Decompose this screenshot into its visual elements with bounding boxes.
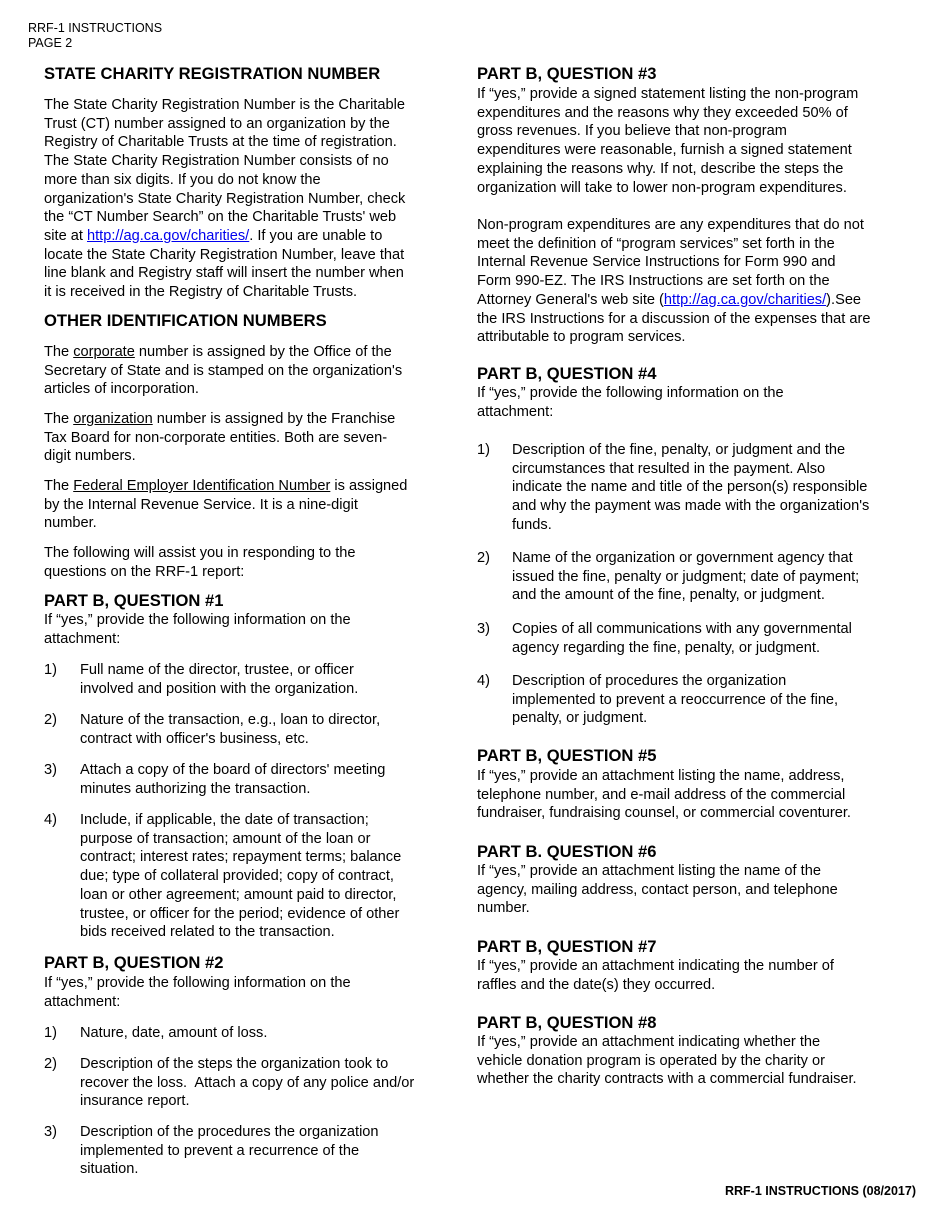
list-item: [44, 661, 358, 698]
text-line: issued the fine, penalty or judgment; date of payment;: [512, 568, 860, 585]
text-line: implemented to prevent a recurrence of the: [80, 1142, 360, 1159]
text-line: attributable to program services.: [477, 329, 686, 346]
list-item: [44, 1055, 414, 1111]
list-number: 2): [477, 550, 490, 566]
text-line: Name of the organization or government agency that: [512, 550, 853, 566]
paragraph: [477, 216, 870, 347]
text-line: explaining the reasons why. If not, describe the steps the: [477, 160, 844, 177]
list-item: [44, 761, 385, 798]
paragraph: [44, 544, 356, 581]
list-item-text: [512, 549, 859, 605]
text-line: loan or other agreement; amount paid to director,: [80, 886, 397, 903]
text-line: involved and position with the organization.: [80, 680, 359, 697]
text-line: vehicle donation program is operated by the charity or: [477, 1052, 826, 1069]
text-line: [44, 343, 402, 362]
text-line: Registry of Charitable Trusts at the time of registration.: [44, 134, 397, 151]
text-line: The State Charity Registration Number is the Charitable: [44, 97, 405, 113]
list-item: [44, 711, 380, 748]
text-line: Nature of the transaction, e.g., loan to director,: [80, 712, 381, 728]
text-line: contract; interest rates; repayment terms; balance: [80, 849, 402, 866]
text-line: Form 990-EZ. The IRS Instructions are set forth on the: [477, 273, 830, 290]
section-heading: PART B, QUESTION #7: [477, 937, 657, 956]
text-line: due; type of collateral provided; copy of contract,: [80, 868, 394, 885]
header-title: RRF-1 INSTRUCTIONS: [28, 21, 163, 35]
text-segment: number is assigned by the Franchise: [152, 411, 396, 427]
text-line: and the amount of the fine, penalty, or judgment.: [512, 587, 825, 604]
text-line: trustee, or officer for the period; evidence of other: [80, 905, 400, 922]
text-line: articles of incorporation.: [44, 381, 199, 398]
list-number: 1): [477, 442, 490, 458]
text-line: telephone number, and e-mail address of the commercial: [477, 786, 846, 803]
text-line: expenditures and the reasons why they exceeded 50% of: [477, 104, 848, 121]
text-segment: number is assigned by the Office of the: [134, 344, 392, 360]
text-line: purpose of transaction; amount of the loan or: [80, 830, 371, 847]
text-line: [477, 291, 870, 310]
list-item-text: [80, 711, 380, 748]
text-segment: . If you are unable to: [249, 227, 383, 244]
section-heading: PART B, QUESTION #8: [477, 1013, 657, 1032]
paragraph: [44, 974, 351, 1011]
list-item: [477, 620, 852, 657]
text-line: attachment:: [44, 630, 121, 647]
list-item-text: [80, 761, 385, 798]
paragraph: [44, 410, 395, 466]
text-line: organization will take to lower non-program expenditures.: [477, 179, 847, 196]
text-line: Description of the procedures the organization: [80, 1124, 379, 1140]
list-item: [477, 549, 859, 605]
section-heading: PART B, QUESTION #4: [477, 364, 657, 383]
text-line: Internal Revenue Service Instructions for Form 990 and: [477, 254, 836, 271]
paragraph: [44, 611, 351, 648]
text-line: If “yes,” provide the following information on the: [44, 975, 351, 991]
section-heading: PART B, QUESTION #5: [477, 746, 657, 765]
text-line: If “yes,” provide an attachment listing the name of the: [477, 863, 821, 879]
text-segment: The: [44, 411, 74, 427]
text-line: indicate the name and title of the person(s) responsible: [512, 479, 868, 496]
paragraph: [477, 1033, 857, 1089]
text-line: expenditures were reasonable, furnish a signed statement: [477, 142, 852, 159]
text-segment: Attorney General's web site (: [477, 291, 664, 308]
text-line: Description of the fine, penalty, or judgment and the: [512, 442, 846, 458]
charities-website-link[interactable]: http://ag.ca.gov/charities/: [663, 291, 827, 308]
list-item-text: [80, 661, 358, 698]
section-heading: OTHER IDENTIFICATION NUMBERS: [44, 311, 327, 330]
text-line: minutes authorizing the transaction.: [80, 780, 311, 797]
text-line: Full name of the director, trustee, or officer: [80, 662, 354, 678]
page-header: [28, 21, 162, 50]
list-item-text: [512, 441, 869, 535]
text-line: meet the definition of “program services” set forth in the: [477, 235, 835, 252]
text-line: funds.: [512, 516, 552, 533]
text-line: bids received related to the transaction.: [80, 924, 335, 941]
list-number: 1): [44, 1025, 57, 1041]
section-heading: PART B, QUESTION #1: [44, 591, 224, 610]
text-line: Attach a copy of the board of directors' meeting: [80, 762, 386, 778]
underlined-term: Federal Employer Identification Number: [73, 478, 331, 494]
text-line: line blank and Registry staff will insert the number when: [44, 265, 404, 282]
text-line: If “yes,” provide the following information on the: [477, 385, 784, 401]
text-line: [44, 477, 407, 496]
text-line: Secretary of State and is stamped on the organization's: [44, 362, 403, 379]
text-line: by the Internal Revenue Service. It is a nine-digit: [44, 496, 358, 513]
list-item-text: [80, 811, 401, 942]
list-item: [477, 672, 838, 728]
text-line: implemented to prevent a reoccurrence of the fine,: [512, 691, 839, 708]
paragraph: [477, 384, 784, 421]
header-page-number: PAGE 2: [28, 35, 73, 50]
paragraph: [477, 957, 834, 994]
text-line: If “yes,” provide an attachment indicating the number of: [477, 958, 834, 974]
text-line: Trust (CT) number assigned to an organization by the: [44, 115, 390, 132]
page-footer: RRF-1 INSTRUCTIONS (08/2017): [724, 1184, 916, 1198]
text-line: situation.: [80, 1161, 139, 1178]
text-line: [44, 227, 405, 246]
text-line: The following will assist you in responding to the: [44, 545, 356, 561]
text-line: raffles and the date(s) they occurred.: [477, 976, 716, 993]
text-line: it is received in the Registry of Charitable Trusts.: [44, 284, 358, 301]
text-line: The State Charity Registration Number consists of no: [44, 153, 389, 170]
paragraph: [44, 477, 407, 533]
paragraph: [44, 96, 405, 302]
text-line: more than six digits. If you do not know the: [44, 171, 321, 188]
text-line: If “yes,” provide a signed statement listing the non-program: [477, 86, 859, 102]
underlined-term: organization: [73, 411, 153, 427]
text-line: agency, mailing address, contact person, and telephone: [477, 881, 838, 898]
list-item: [477, 441, 869, 535]
text-line: If “yes,” provide an attachment indicating whether the: [477, 1034, 821, 1050]
paragraph: [477, 862, 838, 918]
text-line: and why the payment was made with the organization's: [512, 498, 870, 515]
text-line: questions on the RRF-1 report:: [44, 563, 245, 580]
text-line: fundraiser, fundraising counsel, or commercial coventurer.: [477, 805, 851, 822]
list-number: 4): [44, 812, 57, 828]
text-line: recover the loss. Attach a copy of any police and/or: [80, 1074, 415, 1091]
paragraph: [477, 767, 851, 823]
section-heading: PART B. QUESTION #6: [477, 842, 657, 861]
list-number: 2): [44, 1056, 57, 1072]
list-item-text: [512, 620, 852, 657]
section-heading: PART B, QUESTION #2: [44, 953, 224, 972]
list-number: 4): [477, 673, 490, 689]
text-line: organization's State Charity Registration Number, check: [44, 190, 406, 207]
list-item-text: [80, 1123, 379, 1179]
text-line: number.: [44, 515, 97, 532]
text-line: Description of the steps the organization took to: [80, 1056, 389, 1072]
text-line: [44, 410, 395, 429]
text-line: whether the charity contracts with a commercial fundraiser.: [477, 1071, 857, 1088]
list-item: [44, 1024, 267, 1043]
list-number: 1): [44, 662, 57, 678]
section-heading: STATE CHARITY REGISTRATION NUMBER: [44, 64, 381, 83]
list-number: 3): [44, 762, 57, 778]
text-line: digit numbers.: [44, 448, 136, 465]
text-segment: The: [44, 478, 74, 494]
text-line: circumstances that resulted in the payment. Also: [512, 460, 826, 477]
text-line: Copies of all communications with any governmental: [512, 621, 852, 637]
text-line: insurance report.: [80, 1093, 190, 1110]
list-item-text: [512, 672, 838, 728]
text-line: Tax Board for non-corporate entities. Both are seven-: [44, 429, 388, 446]
list-item-text: [80, 1055, 414, 1111]
text-line: Non-program expenditures are any expenditures that do not: [477, 217, 864, 233]
text-line: agency regarding the fine, penalty, or judgment.: [512, 639, 821, 656]
text-line: Nature, date, amount of loss.: [80, 1025, 268, 1041]
list-item-text: [80, 1024, 267, 1043]
underlined-term: corporate: [73, 344, 135, 360]
text-line: gross revenues. If you believe that non-program: [477, 123, 787, 140]
text-line: Include, if applicable, the date of transaction;: [80, 812, 369, 828]
text-line: number.: [477, 900, 530, 917]
text-segment: ).See: [826, 291, 862, 308]
paragraph: [44, 343, 402, 399]
paragraph: [477, 85, 858, 197]
text-line: locate the State Charity Registration Number, leave that: [44, 246, 405, 263]
charities-website-link[interactable]: http://ag.ca.gov/charities/: [87, 227, 250, 244]
text-line: contract with officer's business, etc.: [80, 730, 309, 747]
text-line: the “CT Number Search” on the Charitable Trusts' web: [44, 209, 397, 226]
text-line: attachment:: [44, 993, 121, 1010]
list-item: [44, 1123, 379, 1179]
list-number: 3): [44, 1124, 57, 1140]
list-item: [44, 811, 401, 942]
text-segment: site at: [44, 227, 87, 244]
text-line: If “yes,” provide the following information on the: [44, 612, 351, 628]
text-line: Description of procedures the organization: [512, 673, 787, 689]
text-segment: is assigned: [330, 478, 408, 494]
text-segment: The: [44, 344, 74, 360]
section-heading: PART B, QUESTION #3: [477, 64, 657, 83]
text-line: attachment:: [477, 403, 554, 420]
text-line: the IRS Instructions for a discussion of the expenses that are: [477, 310, 871, 327]
list-number: 3): [477, 621, 490, 637]
text-line: If “yes,” provide an attachment listing the name, address,: [477, 768, 845, 784]
list-number: 2): [44, 712, 57, 728]
text-line: penalty, or judgment.: [512, 710, 648, 727]
